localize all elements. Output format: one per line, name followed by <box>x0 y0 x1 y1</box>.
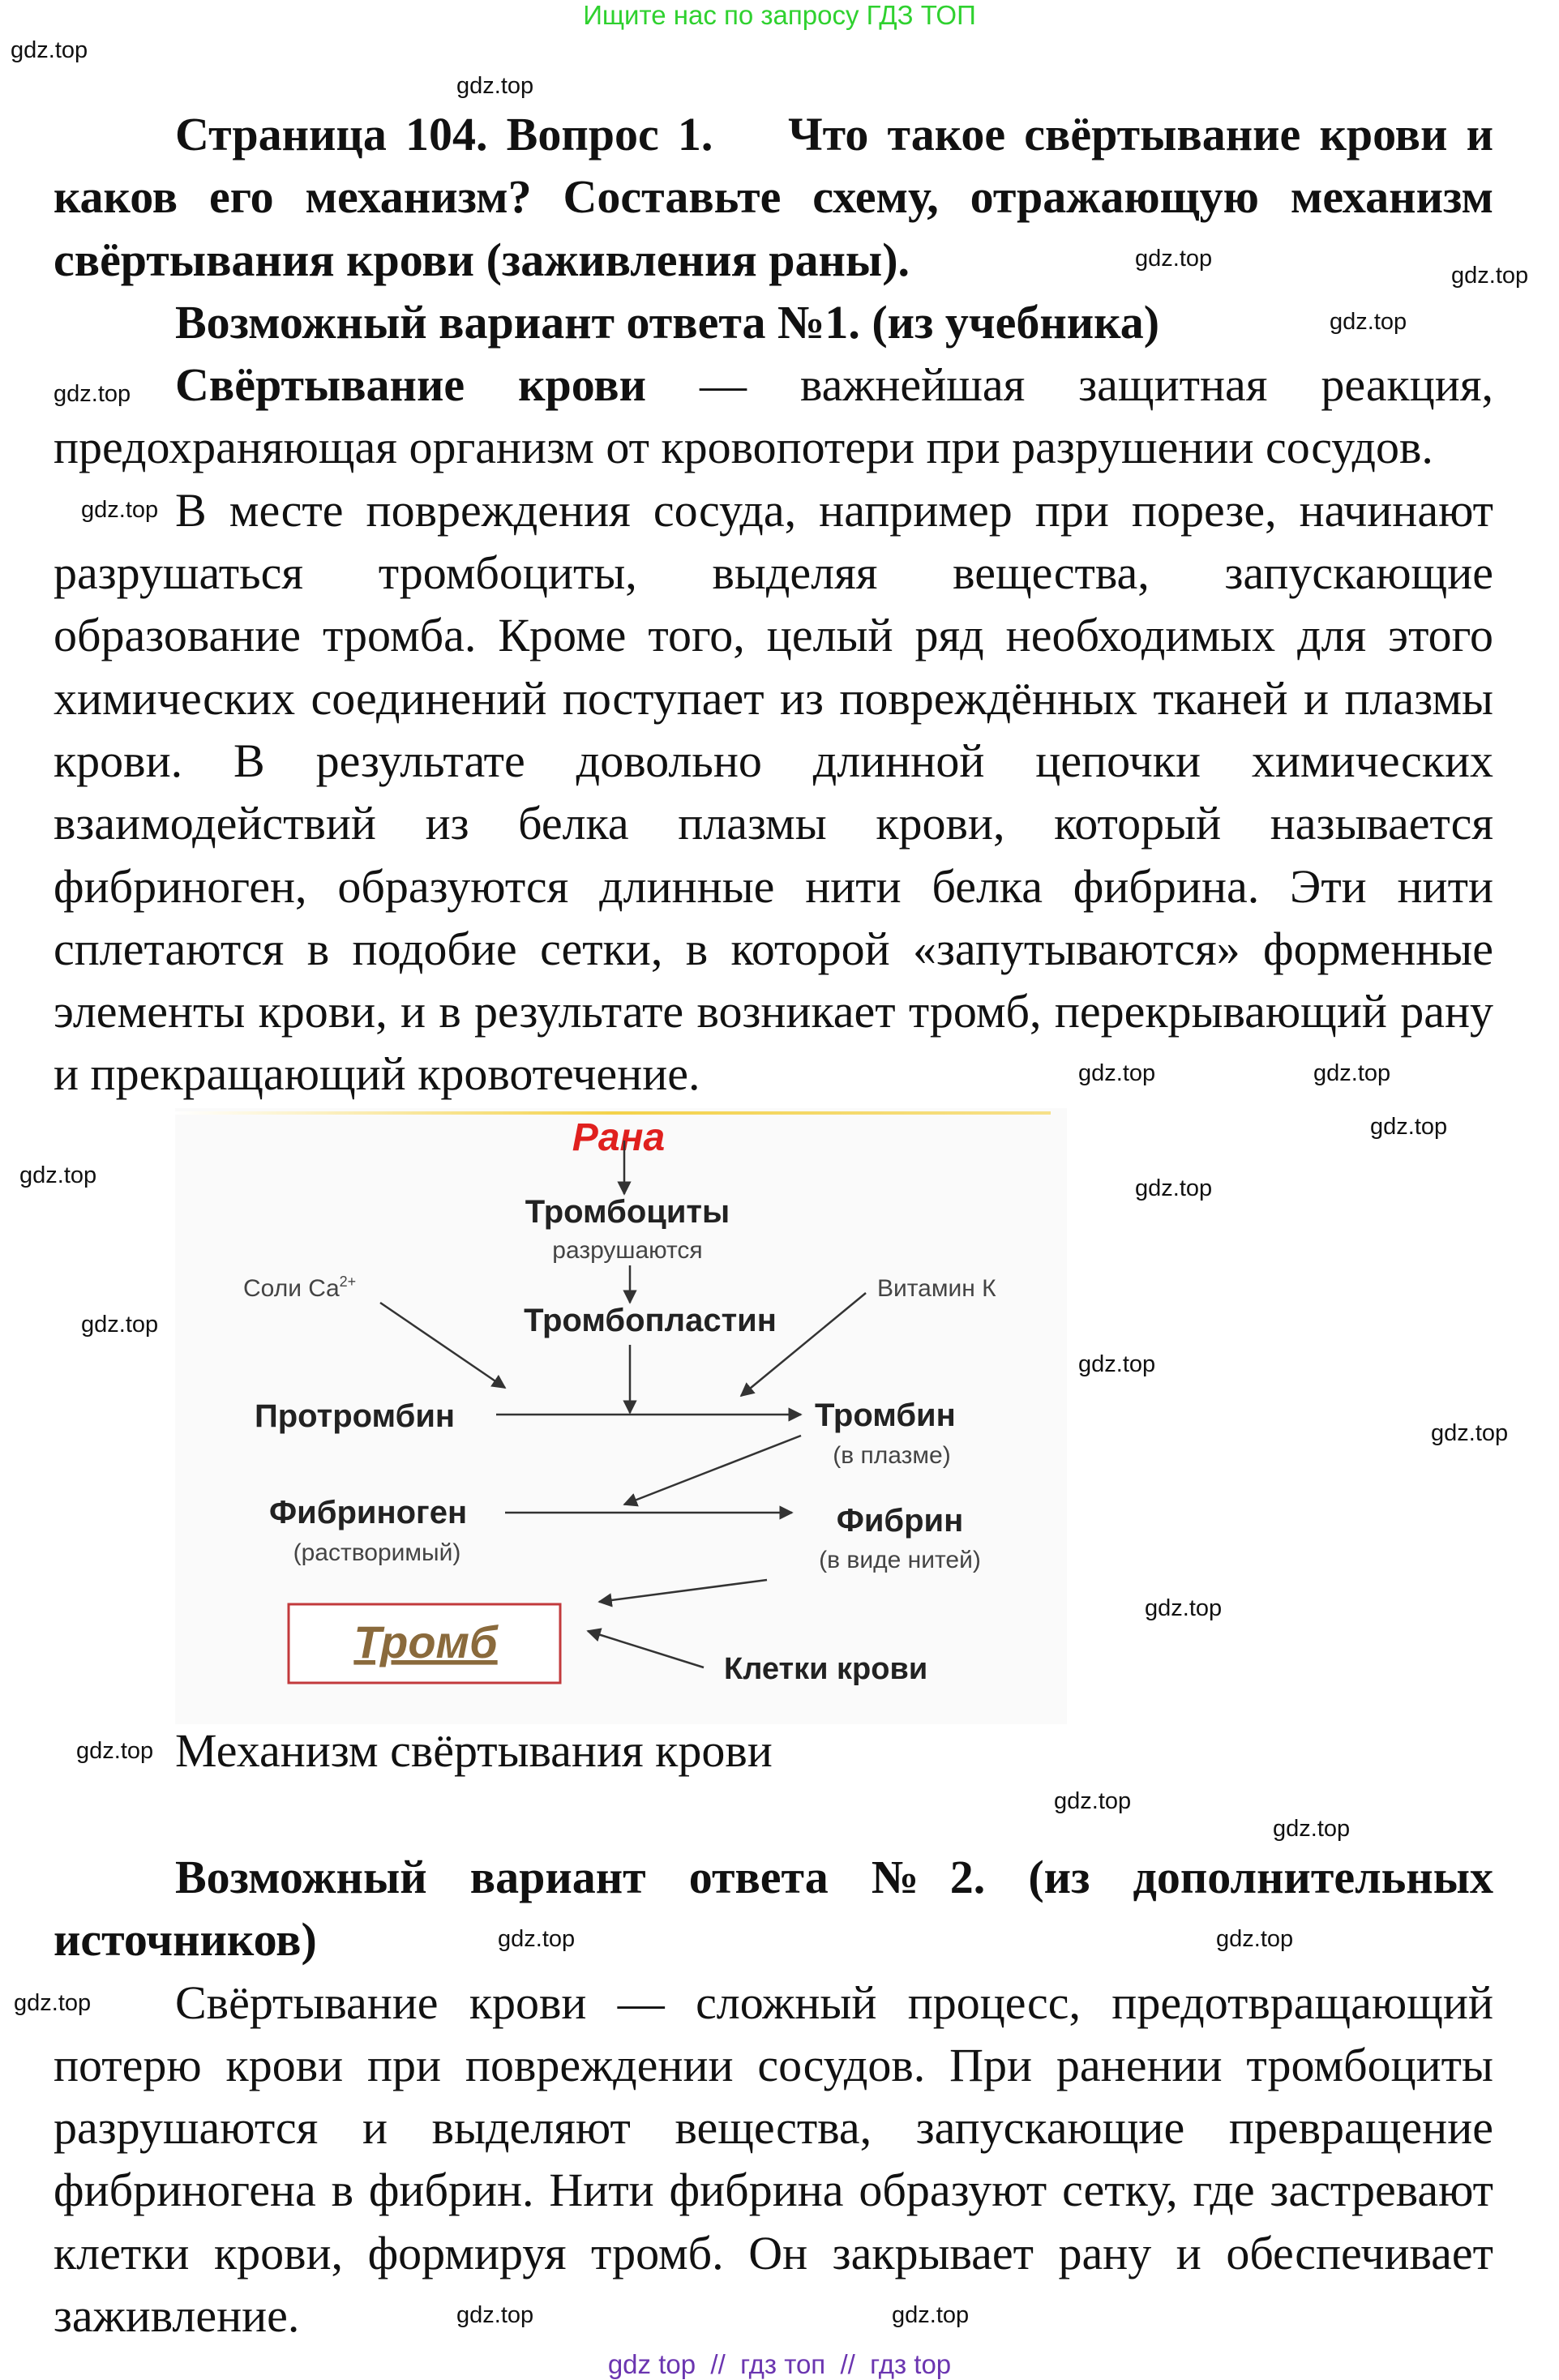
watermark: gdz.top <box>892 2302 970 2328</box>
top-accent-line <box>175 1111 1051 1115</box>
watermark: gdz.top <box>81 497 159 523</box>
watermark: gdz.top <box>81 1312 159 1338</box>
soluble-label: (растворимый) <box>293 1539 461 1566</box>
in-plasma-label: (в плазме) <box>833 1442 951 1469</box>
clot-label: Тромб <box>353 1616 498 1667</box>
answer-2-paragraph: Свёртывание крови — сложный процесс, предотвращающий потерю крови при повреждении сосудов. При ранении тромбоциты разрушаются и выделяют вещества, запускающие превращение фибриногена в фибрин. Нити фибрина образуют сетку, где застревают клетки крови, формируя тромб. Он закрывает рану и обеспечивает заживление. <box>54 1975 1493 2343</box>
watermark: gdz.top <box>1330 309 1407 335</box>
answer-1-paragraph-1 <box>54 353 1493 479</box>
answer-section-1 <box>54 103 1505 1106</box>
watermark: gdz.top <box>1078 1351 1156 1377</box>
answer-section-2 <box>54 1846 1493 2347</box>
calcium-text: Соли Ca <box>243 1275 340 1302</box>
thromboplastin-label: Тромбопластин <box>524 1303 777 1338</box>
question-title: Страница 104. Вопрос 1. Что такое свёртывание крови и каков его механизм? Составьте схему, отражающую механизм свёртывания крови (заживления раны). <box>54 108 1505 286</box>
fibrin-label: Фибрин <box>836 1503 964 1539</box>
watermark: gdz.top <box>76 1738 154 1764</box>
wound-label: Рана <box>572 1116 666 1159</box>
watermark: gdz.top <box>456 2302 534 2328</box>
destroyed-label: разрушаются <box>552 1237 703 1264</box>
diagram-caption: Механизм свёртывания крови <box>175 1724 773 1777</box>
blood-cells-label: Клетки крови <box>724 1652 928 1686</box>
prothrombin-label: Протромбин <box>255 1398 456 1434</box>
watermark: gdz.top <box>1216 1926 1294 1952</box>
watermark: gdz.top <box>19 1162 97 1188</box>
watermark: gdz.top <box>1054 1788 1132 1814</box>
as-threads-label: (в виде нитей) <box>819 1547 981 1573</box>
watermark: gdz.top <box>11 37 88 63</box>
watermark: gdz.top <box>1370 1114 1448 1140</box>
search-banner: Ищите нас по запросу ГДЗ ТОП <box>583 0 976 30</box>
fibrinogen-label: Фибриноген <box>269 1495 468 1530</box>
watermark: gdz.top <box>498 1926 576 1952</box>
watermark: gdz.top <box>456 73 534 99</box>
watermark: gdz.top <box>54 381 131 407</box>
watermark: gdz.top <box>1145 1595 1223 1621</box>
thrombin-label: Тромбин <box>815 1398 956 1433</box>
watermark: gdz.top <box>1451 263 1529 289</box>
calcium-label <box>243 1273 356 1302</box>
footer-links[interactable]: gdz top // гдз топ // гдз top <box>607 2349 952 2379</box>
answer-1-paragraph-2: В месте повреждения сосуда, например при порезе, начинают разрушаться тромбоциты, выделяя вещества, запускающие образование тромба. Кроме того, целый ряд необходимых для этого химических соединений поступает из повреждённых тканей и плазмы крови. В результате довольно длинной цепочки химических взаимодействий из белка плазмы крови, который называется фибриноген, образуются длинные нити белка фибрина. Эти нити сплетаются в подобие сетки, в которой «запутываются» форменные элементы крови, и в результате возникает тромб, перекрывающий рану и прекращающий кровотечение. <box>54 483 1493 1101</box>
blood-clotting-diagram <box>175 1108 1067 1724</box>
answer-1-heading: Возможный вариант ответа №1. (из учебника) <box>175 295 1160 349</box>
definition-text: — важнейшая защитная реакция, предохраняющая организм от кровопотери при разрушении сосудов. <box>54 358 1493 474</box>
platelets-label: Тромбоциты <box>525 1194 730 1230</box>
watermark: gdz.top <box>1273 1816 1351 1842</box>
watermark: gdz.top <box>1078 1060 1156 1086</box>
watermark: gdz.top <box>1135 246 1213 272</box>
vitamin-k-label: Витамин К <box>877 1275 996 1302</box>
watermark: gdz.top <box>1431 1420 1509 1446</box>
watermark: gdz.top <box>1313 1060 1391 1086</box>
term-bold: Свёртывание крови <box>175 358 647 412</box>
watermark: gdz.top <box>1135 1175 1213 1201</box>
watermark: gdz.top <box>14 1990 92 2016</box>
calcium-superscript: 2+ <box>339 1273 357 1290</box>
answer-2-heading: Возможный вариант ответа №2. (из дополнительных источников) <box>54 1851 1493 1967</box>
